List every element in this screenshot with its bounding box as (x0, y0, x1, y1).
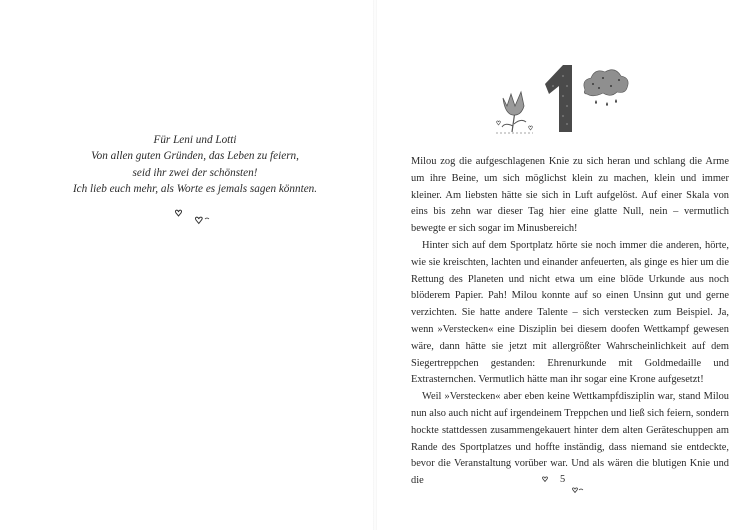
number-one-graphic (545, 65, 572, 132)
page-footer (540, 474, 590, 498)
paragraph: Milou zog die aufgeschlagenen Knie zu sich heran und schlang die Arme um ihre Beine, um sich möglichst klein zu machen, klein und immer kleiner. Am liebsten hätte sie sich in Luft aufgelöst. Auf einer Skala von eins bis zehn war dieser Tag hier eine glatte Null, nein – vermutlich bewegte er sich sogar im Minusbereich! (411, 156, 729, 235)
right-page (375, 0, 750, 530)
dedication (40, 132, 350, 198)
chapter-text (411, 154, 729, 490)
heart-ornament-icon (172, 207, 212, 229)
chapter-illustration (493, 56, 633, 136)
rain-cloud-icon (584, 70, 628, 106)
dedication-line: Von allen guten Gründen, das Leben zu feiern, (91, 150, 299, 163)
dedication-line: seid ihr zwei der schönsten! (132, 166, 258, 179)
paragraph: Hinter sich auf dem Sportplatz hörte sie noch immer die anderen, hörte, wie sie kreischten, lachten und einander anfeuerten, als ginge es hier um die Rettung des Planeten und nicht etwa um eine blöde Urkunde aus noch blöderem Papier. Pah! Milou konnte auf so einen Unsinn gut und gerne verzichten. Sie hatte andere Talente – sich verstecken zum Beispiel. Ja, wenn »Verstecken« eine Disziplin bei diesem doofen Wettkampf gewesen wäre, dann hätte sie jetzt mit allergrößter Wahrscheinlichkeit auf dem Siegertreppchen gestanden: Ehrenurkunde mit Goldmedaille und Extrasternchen. Vermutlich hätte man ihr sogar eine Krone aufgesetzt! (411, 239, 729, 386)
dedication-line: Für Leni und Lotti (153, 134, 237, 146)
dedication-line: Ich lieb euch mehr, als Worte es jemals sagen könnten. (72, 183, 318, 196)
tulip-icon (496, 92, 533, 133)
page-number: 5 (560, 474, 566, 485)
paragraph: Weil »Verstecken« aber eben keine Wettkampfdisziplin war, stand Milou nun also auch nicht auf irgendeinem Treppchen und ließ sich feiern, sondern hockte stattdessen zusammengekauert hinter dem alten Geräteschuppen am Rande des Sportplatzes und hoffte inständig, dass niemand sie entdeckte, bevor die Veranstaltung vorüber war. Und als wären die blutigen Knie und die (411, 391, 729, 487)
chapter-number (375, 0, 376, 1)
